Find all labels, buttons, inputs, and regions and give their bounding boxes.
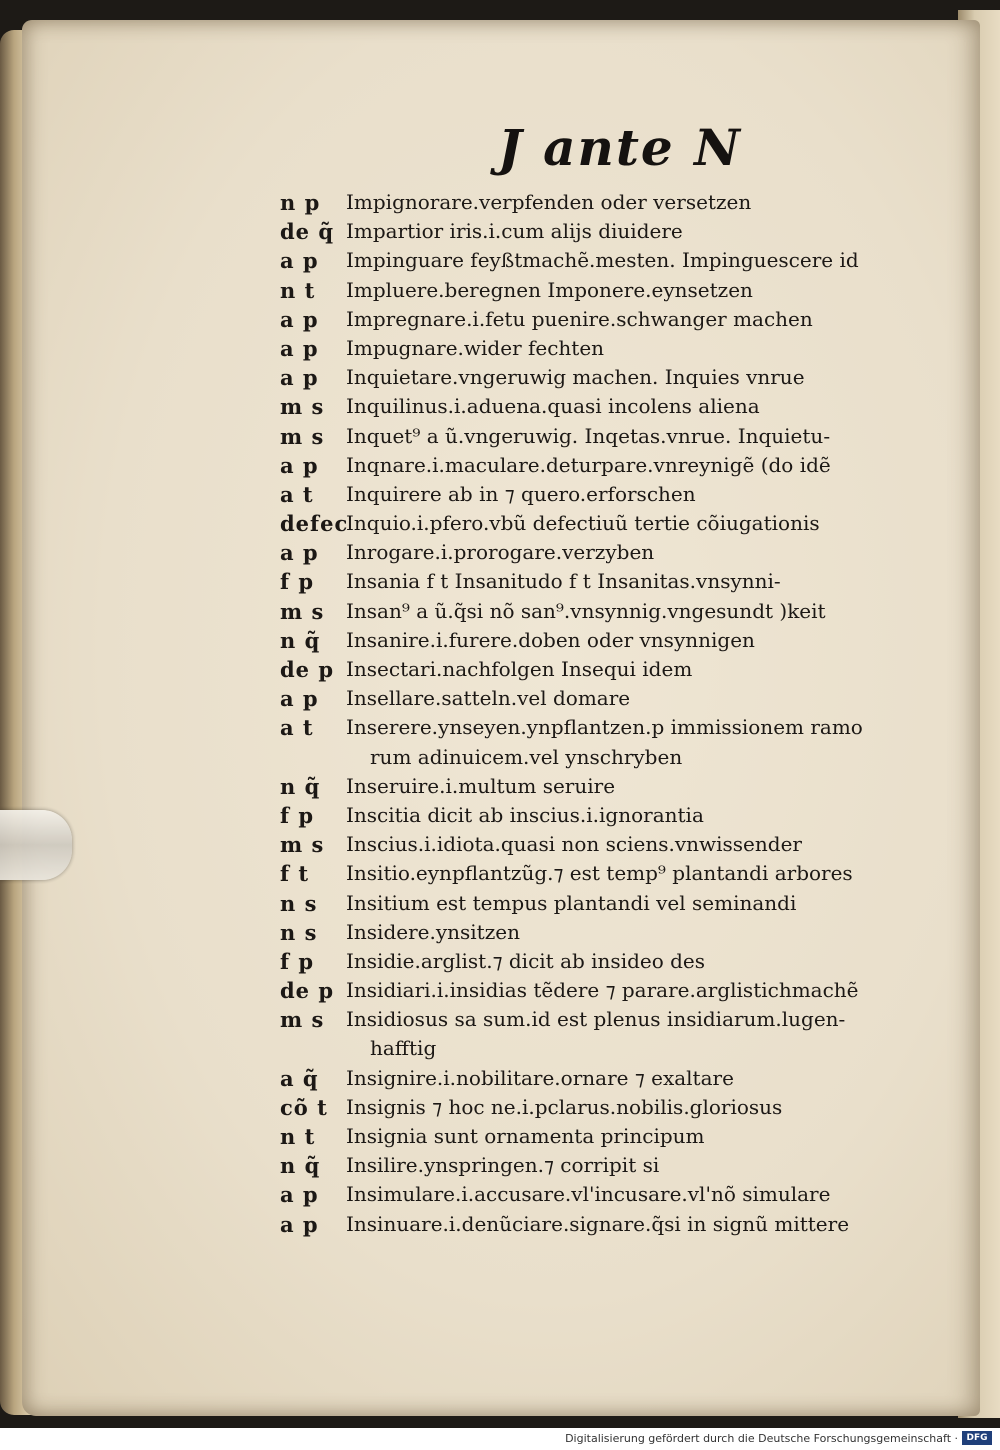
entry-text: Insidie.arglist.⁊ dicit ab insideo des <box>346 948 706 973</box>
entry-text: Inquietare.vngeruwig machen. Inquies vnrue <box>346 365 805 390</box>
grammar-tag: n p <box>280 190 321 215</box>
entry-text: Insinuare.i.denũciare.signare.q̃si in signũ mittere <box>346 1211 850 1236</box>
dictionary-entry <box>280 774 920 803</box>
grammar-tag: n t <box>280 277 316 303</box>
entry-text: Insimulare.i.accusare.vl'incusare.vl'nõ simulare <box>346 1182 831 1207</box>
dictionary-entry <box>280 599 920 628</box>
grammar-tag: m s <box>280 832 325 858</box>
entry-text: Insitio.eynpflantzũg.⁊ est temp⁹ plantandi arbores <box>346 861 853 886</box>
dictionary-entry <box>280 1036 920 1065</box>
grammar-tag: a p <box>280 540 319 566</box>
grammar-tag: f p <box>280 948 315 974</box>
entry-text: Impregnare.i.fetu puenire.schwanger machen <box>346 306 813 331</box>
footer-bar <box>0 1428 1000 1450</box>
dictionary-entry <box>280 569 920 598</box>
grammar-tag: n q̃ <box>280 773 321 799</box>
grammar-tag: cõ t <box>280 1094 328 1120</box>
entry-text: Insidere.ynsitzen <box>346 919 520 944</box>
entry-text: Inqnare.i.maculare.deturpare.vnreynigẽ (do idẽ <box>346 452 831 477</box>
dictionary-entry <box>280 1095 920 1124</box>
grammar-tag: n s <box>280 890 318 916</box>
dictionary-entry <box>280 628 920 657</box>
grammar-tag: n s <box>280 919 318 945</box>
entry-list <box>280 190 920 1241</box>
entry-text: Impluere.beregnen Imponere.eynsetzen <box>346 277 753 302</box>
dictionary-entry <box>280 1007 920 1036</box>
entry-text: hafftig <box>370 1036 437 1061</box>
entry-text: Impignorare.verpfenden oder versetzen <box>346 190 752 214</box>
entry-text: rum adinuicem.vel ynschryben <box>370 744 683 769</box>
entry-text: Insilire.ynspringen.⁊ corripit si <box>346 1153 660 1178</box>
dictionary-entry <box>280 365 920 394</box>
dictionary-entry <box>280 1124 920 1153</box>
grammar-tag: a p <box>280 1211 319 1237</box>
dictionary-entry <box>280 1212 920 1241</box>
dictionary-entry <box>280 511 920 540</box>
dictionary-entry <box>280 745 920 774</box>
grammar-tag: a p <box>280 686 319 712</box>
grammar-tag: a p <box>280 1182 319 1208</box>
entry-text: Impartior iris.i.cum alijs diuidere <box>346 219 683 244</box>
grammar-tag: m s <box>280 394 325 420</box>
entry-text: Impinguare feyßtmachẽ.mesten. Impinguescere id <box>346 248 859 273</box>
dictionary-entry <box>280 190 920 219</box>
entry-text: Insectari.nachfolgen Insequi idem <box>346 657 693 681</box>
entry-text: Insignis ⁊ hoc ne.i.pclarus.nobilis.gloriosus <box>346 1094 783 1119</box>
grammar-tag: f p <box>280 802 315 828</box>
dictionary-entry <box>280 336 920 365</box>
dictionary-entry <box>280 891 920 920</box>
grammar-tag: a q̃ <box>280 1065 319 1091</box>
grammar-tag: a t <box>280 481 314 507</box>
dictionary-entry <box>280 219 920 248</box>
entry-text: Inseruire.i.multum seruire <box>346 773 616 798</box>
dictionary-entry <box>280 482 920 511</box>
entry-text: Inscitia dicit ab inscius.i.ignorantia <box>346 802 704 827</box>
dictionary-entry <box>280 657 920 686</box>
dictionary-entry <box>280 686 920 715</box>
dictionary-entry <box>280 861 920 890</box>
entry-text: Insanire.i.furere.doben oder vnsynnigen <box>346 627 755 652</box>
page-clip <box>0 810 72 880</box>
dictionary-entry <box>280 1182 920 1211</box>
dictionary-entry <box>280 1153 920 1182</box>
grammar-tag: de p <box>280 978 335 1004</box>
grammar-tag: defec <box>280 511 349 537</box>
grammar-tag: a p <box>280 248 319 274</box>
dictionary-entry <box>280 1066 920 1095</box>
dictionary-entry <box>280 453 920 482</box>
entry-text: Inrogare.i.prorogare.verzyben <box>346 540 655 565</box>
entry-text: Inquio.i.pfero.vbũ defectiuũ tertie cõiugationis <box>346 511 820 536</box>
entry-text: Insan⁹ a ũ.q̃si nõ san⁹.vnsynnig.vngesundt )keit <box>346 598 826 623</box>
entry-text: Inquilinus.i.aduena.quasi incolens aliena <box>346 394 760 419</box>
grammar-tag: n q̃ <box>280 1153 321 1179</box>
entry-text: Inquet⁹ a ũ.vngeruwig. Inqetas.vnrue. Inquietu- <box>346 423 831 448</box>
dictionary-entry <box>280 424 920 453</box>
grammar-tag: de p <box>280 657 335 682</box>
dfg-logo: DFG <box>962 1431 992 1445</box>
dictionary-entry <box>280 920 920 949</box>
grammar-tag: a p <box>280 365 319 391</box>
grammar-tag: a t <box>280 715 314 741</box>
dictionary-entry <box>280 540 920 569</box>
grammar-tag: a p <box>280 306 319 332</box>
grammar-tag: f t <box>280 861 310 887</box>
grammar-tag: a p <box>280 335 319 361</box>
dictionary-entry <box>280 278 920 307</box>
grammar-tag: de q̃ <box>280 219 335 245</box>
entry-text: Insitium est tempus plantandi vel seminandi <box>346 890 797 915</box>
entry-text: Insania f t Insanitudo f t Insanitas.vnsynni- <box>346 569 781 594</box>
entry-text: Insignia sunt ornamenta principum <box>346 1124 705 1148</box>
entry-text: Insellare.satteln.vel domare <box>346 686 631 711</box>
dictionary-entry <box>280 978 920 1007</box>
entry-text: Insignire.i.nobilitare.ornare ⁊ exaltare <box>346 1065 734 1090</box>
dictionary-entry <box>280 248 920 277</box>
dictionary-entry <box>280 949 920 978</box>
grammar-tag: m s <box>280 598 325 624</box>
dictionary-entry <box>280 832 920 861</box>
entry-text: Inscius.i.idiota.quasi non sciens.vnwissender <box>346 832 802 857</box>
entry-text: Inserere.ynseyen.ynpflantzen.p immissionem ramo <box>346 715 863 740</box>
grammar-tag: n q̃ <box>280 627 321 653</box>
entry-text: Insidiosus sa sum.id est plenus insidiarum.lugen- <box>346 1007 846 1032</box>
dictionary-entry <box>280 715 920 744</box>
grammar-tag: m s <box>280 423 325 449</box>
digitization-credit: Digitalisierung gefördert durch die Deutsche Forschungsgemeinschaft · <box>565 1432 958 1445</box>
entry-text: Inquirere ab in ⁊ quero.erforschen <box>346 481 696 506</box>
dictionary-entry <box>280 394 920 423</box>
grammar-tag: a p <box>280 452 319 478</box>
dictionary-entry <box>280 307 920 336</box>
grammar-tag: m s <box>280 1007 325 1033</box>
grammar-tag: n t <box>280 1124 316 1149</box>
dictionary-entry <box>280 803 920 832</box>
entry-text: Insidiari.i.insidias tẽdere ⁊ parare.arglistichmachẽ <box>346 978 859 1003</box>
running-header: J ante N <box>498 118 742 177</box>
grammar-tag: f p <box>280 569 315 595</box>
entry-text: Impugnare.wider fechten <box>346 335 605 360</box>
